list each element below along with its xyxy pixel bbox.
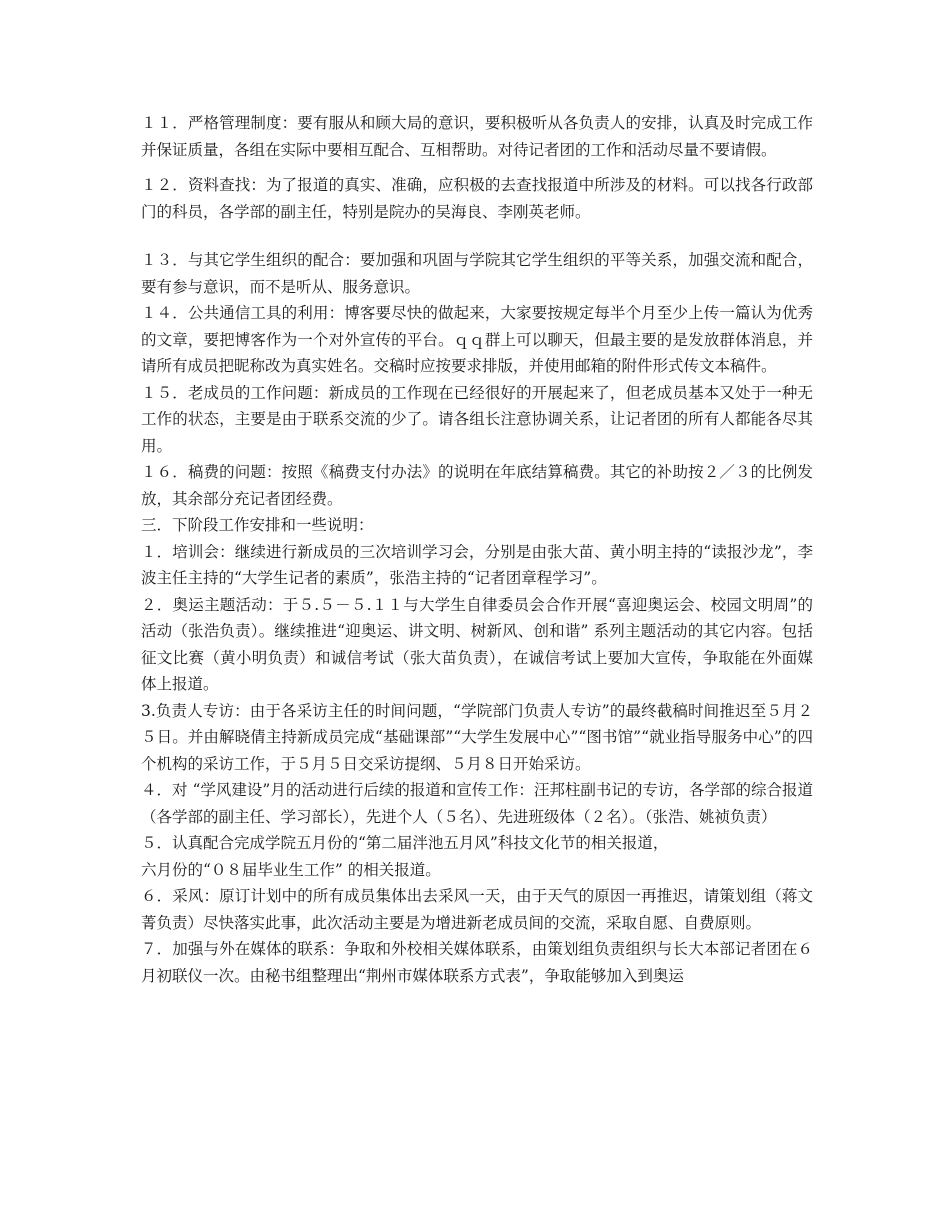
paragraph-plan-6: ６．采风：原订计划中的所有成员集体出去采风一天，由于天气的原因一再推迟，请策划组（蒋文菁负责）尽快落实此事，此次活动主要是为增进新老成员间的交流，采取自愿、自费原则。 — [141, 887, 813, 932]
paragraph-15: １５．老成员的工作问题：新成员的工作现在已经很好的开展起来了，但老成员基本又处于一种无工作的状态，主要是由于联系交流的少了。请各组长注意协调关系，让记者团的所有人都能各尽其用。 — [141, 383, 813, 455]
paragraph-14: １４．公共通信工具的利用：博客要尽快的做起来，大家要按规定每半个月至少上传一篇认为优秀的文章，要把博客作为一个对外宣传的平台。ｑｑ群上可以聊天，但最主要的是发放群体消息，并请所有成员把昵称改为真实姓名。交稿时应按要求排版，并使用邮箱的附件形式传文本稿件。 — [141, 304, 813, 375]
paragraph-plan-4: ４．对 “学风建设”月的活动进行后续的报道和宣传工作：汪邦柱副书记的专访，各学部的综合报道（各学部的副主任、学习部长），先进个人（５名）、先进班级体（２名）。（张浩、姚祯负责） — [141, 781, 813, 826]
paragraph-12: １２．资料查找：为了报道的真实、准确，应积极的去查找报道中所涉及的材料。可以找各行政部门的科员，各学部的副主任，特别是院办的吴海良、李刚英老师。 — [141, 176, 813, 221]
paragraph-plan-1: １．培训会：继续进行新成员的三次培训学习会，分别是由张大苗、黄小明主持的“读报沙龙”，李波主任主持的“大学生记者的素质”，张浩主持的“记者团章程学习”。 — [141, 542, 813, 587]
paragraph-plan-3: 3.负责人专访：由于各采访主任的时间问题，“学院部门负责人专访”的最终截稿时间推迟至５月２５日。并由解晓倩主持新成员完成“基础课部”“大学生发展中心”“图书馆”“就业指导服务中心”的四个机构的采访工作，于５月５日交采访提纲、５月８日开始采访。 — [141, 701, 813, 773]
paragraph-13: １３．与其它学生组织的配合：要加强和巩固与学院其它学生组织的平等关系，加强交流和配合，要有参与意识，而不是听从、服务意识。 — [141, 251, 813, 296]
paragraph-11: １１．严格管理制度：要有服从和顾大局的意识，要积极听从各负责人的安排，认真及时完成工作并保证质量，各组在实际中要相互配合、互相帮助。对待记者团的工作和活动尽量不要请假。 — [141, 114, 813, 159]
paragraph-plan-5: ５．认真配合完成学院五月份的“第二届泮池五月风”科技文化节的相关报道， — [141, 834, 669, 852]
paragraph-plan-5-cont: 六月份的“０８届毕业生工作” 的相关报道。 — [141, 860, 441, 879]
section-heading-3: 三．下阶段工作安排和一些说明： — [141, 516, 374, 534]
paragraph-16: １６．稿费的问题：按照《稿费支付办法》的说明在年底结算稿费。其它的补助按２／３的比例发放，其余部分充记者团经费。 — [141, 463, 813, 508]
paragraph-plan-2: ２．奥运主题活动：于５.５－５.１１与大学生自律委员会合作开展“喜迎奥运会、校园文明周”的活动（张浩负责）。继续推进“迎奥运、讲文明、树新风、创和谐” 系列主题活动的其它内容。包括征文比赛（黄小明负责）和诚信考试（张大苗负责），在诚信考试上要加大宣传，争取能在外面媒体上报道。 — [141, 595, 813, 693]
document-page — [141, 110, 813, 989]
paragraph-plan-7: ７．加强与外在媒体的联系：争取和外校相关媒体联系，由策划组负责组织与长大本部记者团在６月初联仪一次。由秘书组整理出“荆州市媒体联系方式表”，争取能够加入到奥运 — [141, 940, 813, 985]
